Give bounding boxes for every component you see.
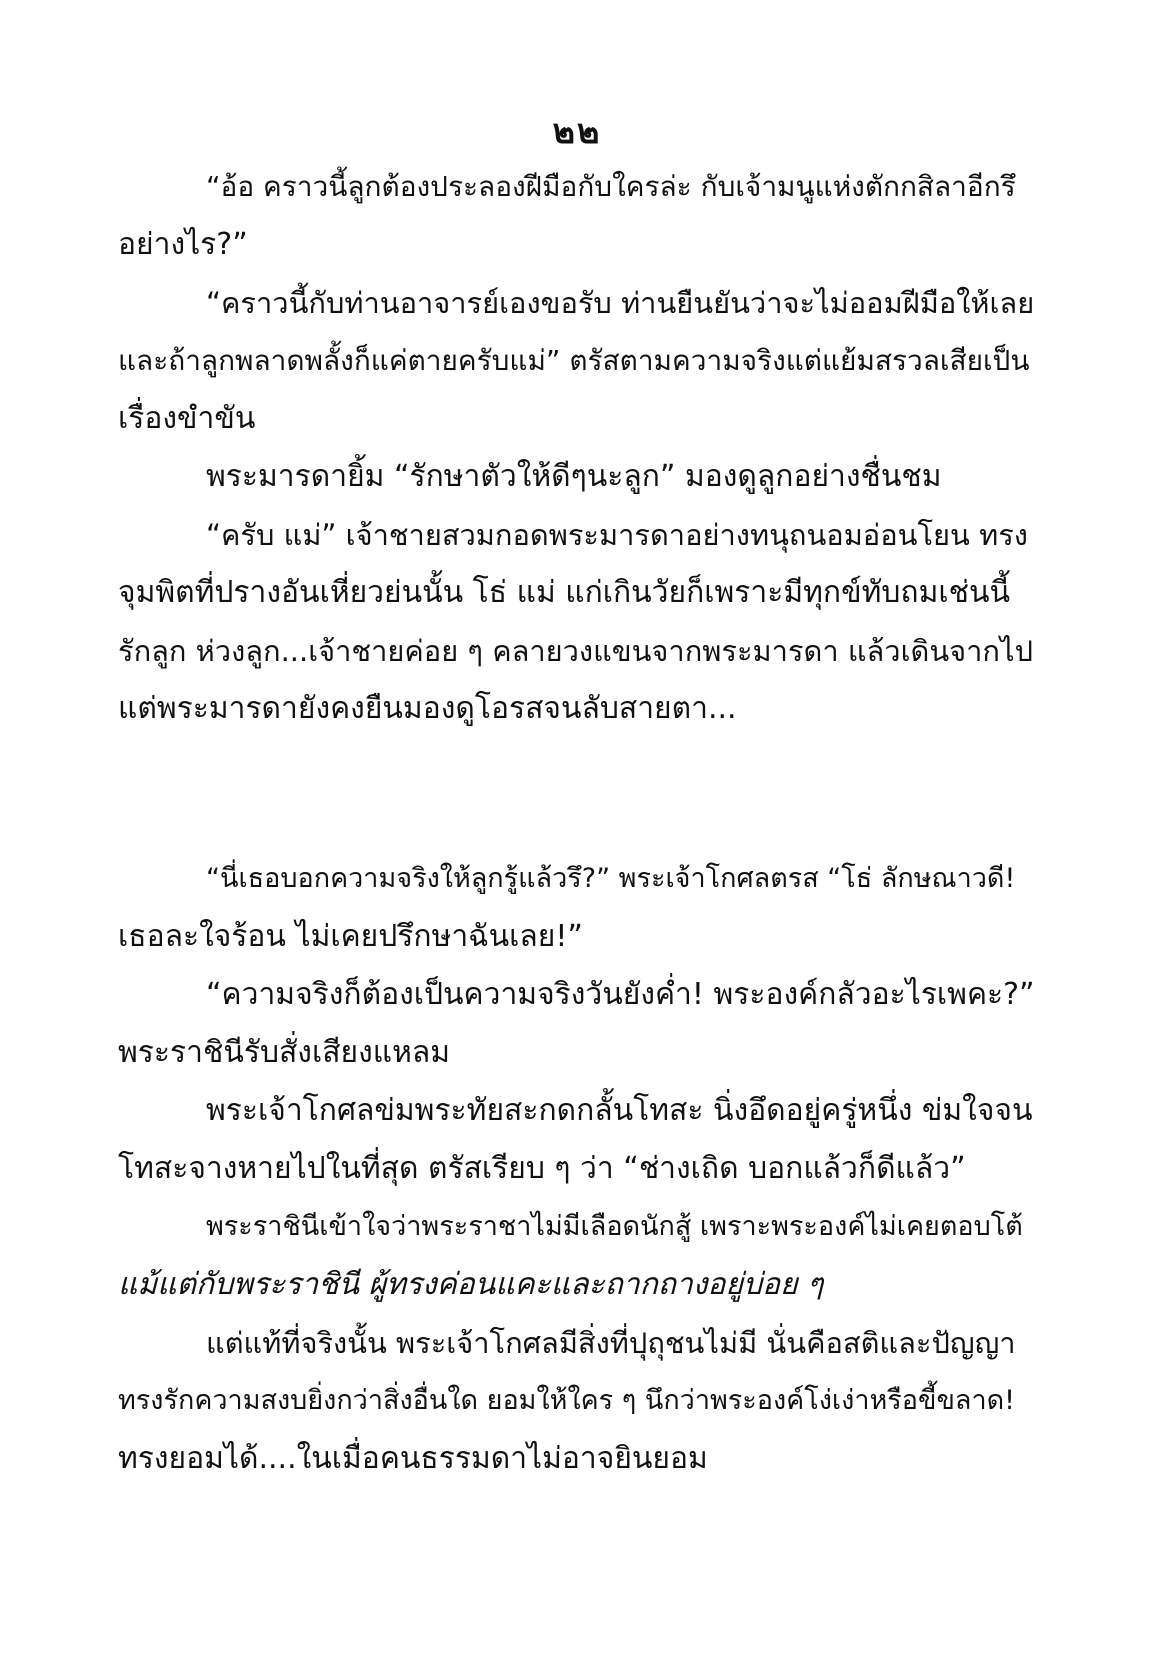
body-text xyxy=(118,158,1036,1488)
text-line: พระเจ้าโกศลข่มพระทัยสะกดกลั้นโทสะ นิ่งอึดอยู่ครู่หนึ่ง ข่มใจจน xyxy=(206,1093,1033,1128)
text-line: โทสะจางหายไปในที่สุด ตรัสเรียบ ๆ ว่า “ช่างเถิด บอกแล้วก็ดีแล้ว” xyxy=(118,1151,966,1186)
text-line: เรื่องขำขัน xyxy=(118,401,256,436)
text-line: พระราชินีเข้าใจว่าพระราชาไม่มีเลือดนักสู้ เพราะพระองค์ไม่เคยตอบโต้ xyxy=(206,1211,1023,1242)
section-break xyxy=(118,738,1036,850)
text-line: “อ้อ คราวนี้ลูกต้องประลองฝีมือกับใครล่ะ กับเจ้ามนูแห่งตักกสิลาอีกรึ xyxy=(206,170,1016,203)
text-line: “ครับ แม่” เจ้าชายสวมกอดพระมารดาอย่างทนุถนอมอ่อนโยน ทรง xyxy=(206,518,1028,552)
text-line: “คราวนี้กับท่านอาจารย์เองขอรับ ท่านยืนยันว่าจะไม่ออมฝีมือให้เลย xyxy=(206,286,1035,320)
text-line: พระมารดายิ้ม “รักษาตัวให้ดีๆนะลูก” มองดูลูกอย่างชื่นชม xyxy=(206,459,942,494)
text-line: แต่พระมารดายังคงยืนมองดูโอรสจนลับสายตา... xyxy=(118,691,737,726)
text-line: พระราชินีรับสั่งเสียงแหลม xyxy=(118,1035,451,1070)
text-line: แม้แต่กับพระราชินี ผู้ทรงค่อนแคะและถากถางอยู่บ่อย ๆ xyxy=(118,1267,824,1302)
text-line: “นี่เธอบอกความจริงให้ลูกรู้แล้วรึ?” พระเจ้าโกศลตรส “โธ่ ลักษณาวดี! xyxy=(206,863,1016,894)
text-line: ทรงรักความสงบยิ่งกว่าสิ่งอื่นใด ยอมให้ใคร ๆ นึกว่าพระองค์โง่เง่าหรือขี้ขลาด! xyxy=(118,1385,1015,1416)
text-line: ทรงยอมได้....ในเมื่อคนธรรมดาไม่อาจยินยอม xyxy=(118,1441,708,1476)
text-line: เธอละใจร้อน ไม่เคยปรึกษาฉันเลย!” xyxy=(118,919,583,954)
page-number: ๒๒ xyxy=(552,112,602,152)
text-line: “ความจริงก็ต้องเป็นความจริงวันยังค่ำ! พระองค์กลัวอะไรเพคะ?” xyxy=(206,977,1035,1012)
text-line: อย่างไร?” xyxy=(118,227,248,262)
text-line: และถ้าลูกพลาดพลั้งก็แค่ตายครับแม่” ตรัสตามความจริงแต่แย้มสรวลเสียเป็น xyxy=(118,344,1030,377)
text-line: จุมพิตที่ปรางอันเหี่ยวย่นนั้น โธ่ แม่ แก่เกินวัยก็เพราะมีทุกข์ทับถมเช่นนี้ xyxy=(118,575,1010,610)
text-line: รักลูก ห่วงลูก...เจ้าชายค่อย ๆ คลายวงแขนจากพระมารดา แล้วเดินจากไป xyxy=(118,634,1033,668)
text-line: แต่แท้ที่จริงนั้น พระเจ้าโกศลมีสิ่งที่ปุถุชนไม่มี นั่นคือสติและปัญญา xyxy=(206,1326,1016,1360)
